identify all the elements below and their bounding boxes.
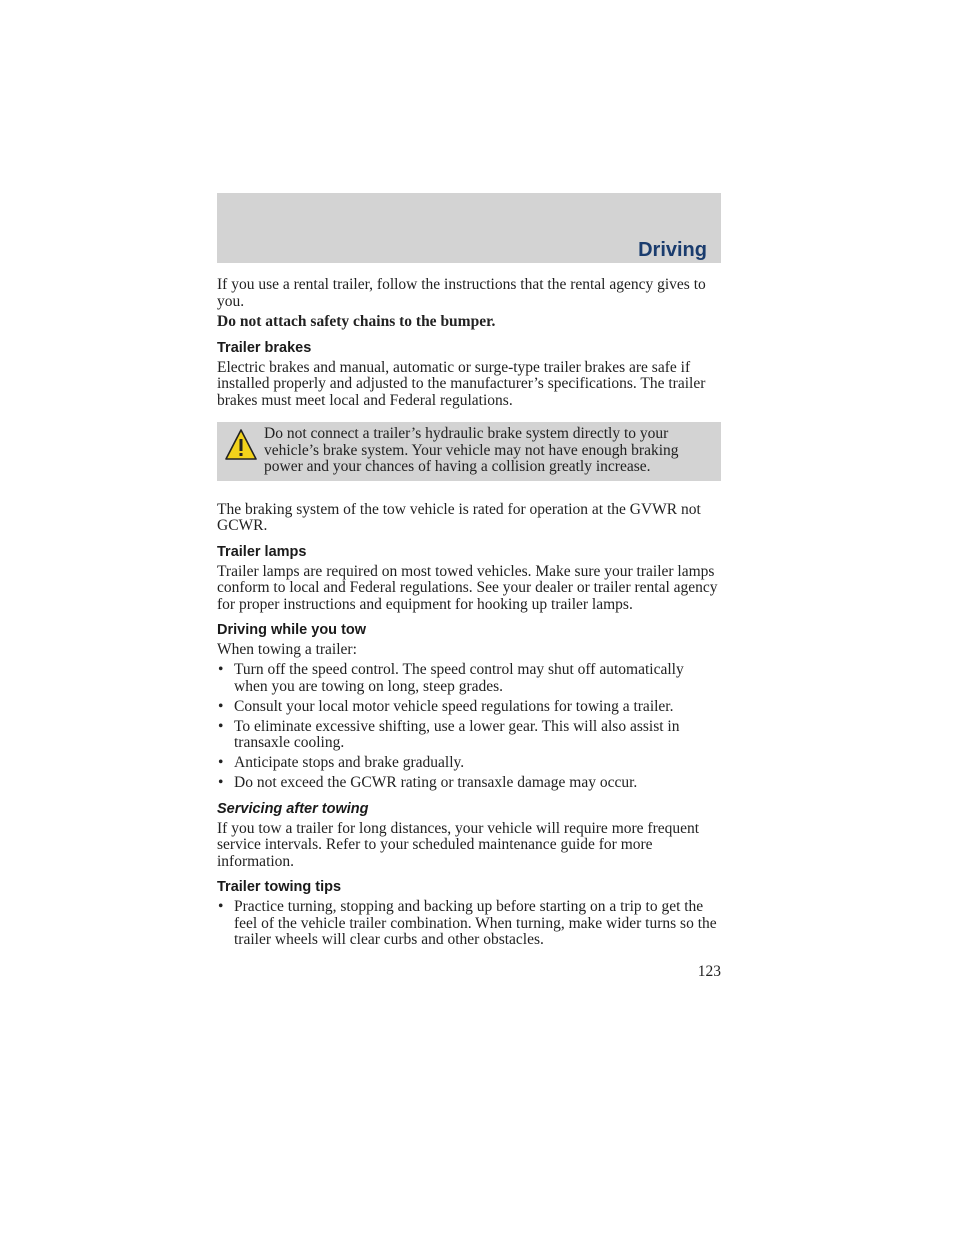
driving-tow-heading: Driving while you tow (217, 622, 367, 638)
servicing-heading: Servicing after towing (217, 800, 369, 817)
chains-note: Do not attach safety chains to the bumper. (217, 313, 496, 330)
trailer-lamps-paragraph: Trailer lamps are required on most towed vehicles. Make sure your trailer lamps conform to local and Federal regulations. See your dealer or trailer rental agency for proper instructions and equipment for hooking up trailer lamps. (217, 562, 718, 613)
bullet-glyph: • (218, 717, 224, 735)
page-number: 123 (697, 962, 721, 980)
warning-text: Do not connect a trailer’s hydraulic brake system directly to your vehicle’s brake system. Your vehicle may not have enough braking power and your chances of having a collision greatly increase. (264, 425, 679, 475)
warning-triangle-icon (224, 428, 258, 462)
section-header (217, 193, 721, 263)
bullet-glyph: • (218, 898, 224, 915)
list-item (217, 662, 721, 695)
bullet-glyph: • (218, 697, 224, 715)
list-item (217, 755, 721, 772)
list-item-text: Practice turning, stopping and backing up before starting on a trip to get the feel of the vehicle trailer combination. When turning, make wider turns so the trailer wheels will clear curbs and other obstacles. (234, 898, 717, 948)
list-item (217, 775, 721, 792)
bullet-glyph: • (218, 754, 224, 771)
towing-tips-list (217, 899, 721, 949)
list-item-text: Do not exceed the GCWR rating or transaxle damage may occur. (234, 774, 638, 791)
list-item-text: Turn off the speed control. The speed control may shut off automatically when you are towing on long, steep grades. (234, 661, 684, 695)
list-item-text: Anticipate stops and brake gradually. (234, 754, 465, 771)
manual-page (217, 193, 721, 980)
servicing-paragraph: If you tow a trailer for long distances, your vehicle will require more frequent service intervals. Refer to your scheduled maintenance guide for more information. (217, 819, 700, 870)
list-item (217, 719, 721, 752)
trailer-brakes-heading: Trailer brakes (217, 339, 312, 356)
bullet-glyph: • (218, 661, 224, 678)
trailer-brakes-paragraph: Electric brakes and manual, automatic or surge-type trailer brakes are safe if installed properly and adjusted to the manufacturer’s specifications. The trailer brakes must meet local and Federal regulations. (217, 358, 706, 409)
trailer-lamps-heading: Trailer lamps (217, 543, 307, 560)
warning-box (217, 422, 721, 481)
bullet-glyph: • (218, 774, 224, 791)
rental-paragraph: If you use a rental trailer, follow the instructions that the rental agency gives to you. (217, 276, 706, 310)
list-item (217, 899, 721, 949)
list-item-text: To eliminate excessive shifting, use a lower gear. This will also assist in transaxle cooling. (234, 717, 680, 751)
section-title: Driving (638, 238, 707, 261)
driving-tow-list (217, 662, 721, 792)
list-item (217, 699, 721, 716)
list-item-text: Consult your local motor vehicle speed regulations for towing a trailer. (234, 697, 674, 715)
towing-tips-heading: Trailer towing tips (217, 879, 342, 895)
braking-system-paragraph: The braking system of the tow vehicle is rated for operation at the GVWR not GCWR. (217, 500, 701, 534)
driving-tow-lead: When towing a trailer: (217, 641, 357, 658)
